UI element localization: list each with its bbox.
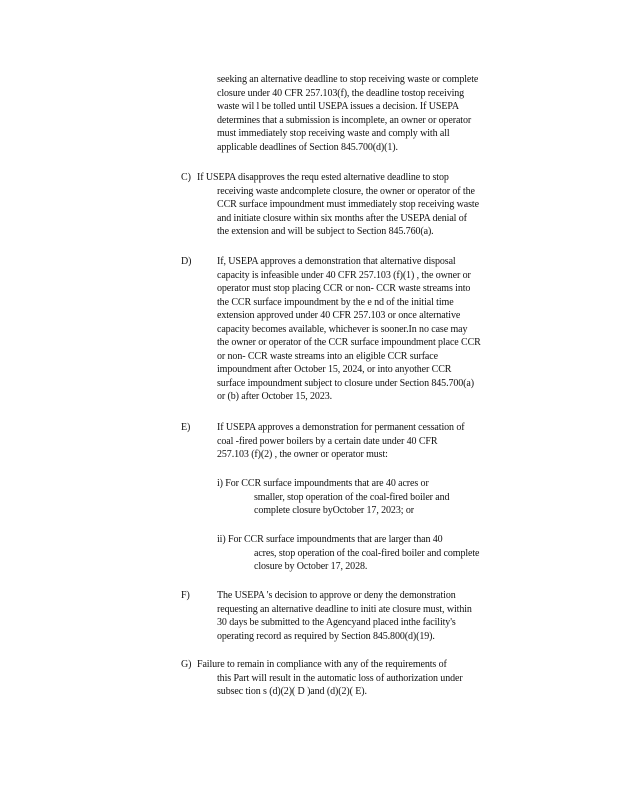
text-line: receiving waste andcomplete closure, the owner or operator of the xyxy=(217,185,475,197)
subitem-ii xyxy=(217,533,443,547)
section-label: C) xyxy=(181,172,191,183)
text-line: operating record as required by Section 845.800(d)(19). xyxy=(217,630,435,642)
text-line: closure under 40 CFR 257.103(f), the deadline tostop receiving xyxy=(217,87,465,99)
text-line: closure by October 17, 2028. xyxy=(254,561,368,572)
section-f-label xyxy=(181,589,190,603)
subitem-i-cont xyxy=(254,491,449,518)
section-label: E) xyxy=(181,422,191,433)
text-line: requesting an alternative deadline to initi ate closure must, within xyxy=(217,603,472,615)
text-line: the extension and will be subject to Section 845.760(a). xyxy=(217,226,434,237)
subitem-ii-cont xyxy=(254,547,479,574)
text-line: complete closure byOctober 17, 2023; or xyxy=(254,505,414,516)
section-d-label xyxy=(181,255,191,269)
text-line: the CCR surface impoundment by the e nd of the initial time xyxy=(217,296,454,308)
text-line: 257.103 (f)(2) , the owner or operator must: xyxy=(217,449,388,460)
text-line: smaller, stop operation of the coal-fired boiler and xyxy=(254,491,450,503)
section-c-text xyxy=(197,171,449,185)
text-line: operator must stop placing CCR or non- CCR waste streams into xyxy=(217,283,471,294)
text-line: If, USEPA approves a demonstration that alternative disposal xyxy=(217,256,456,267)
text-line: waste wil l be tolled until USEPA issues a decision. If USEPA xyxy=(217,101,460,112)
text-line: or non- CCR waste streams into an eligible CCR surface xyxy=(217,350,438,362)
section-c-text-cont xyxy=(217,185,479,239)
section-g-text xyxy=(197,658,447,672)
section-g-text-cont xyxy=(217,672,463,699)
text-line: extension approved under 40 CFR 257.103 or once alternative xyxy=(217,310,461,321)
text-line: ii) For CCR surface impoundments that are larger than 40 xyxy=(217,534,443,545)
section-f-text xyxy=(217,589,472,643)
text-line: applicable deadlines of Section 845.700(d)(1). xyxy=(217,141,398,153)
section-label: G) xyxy=(181,659,192,670)
text-line: determines that a submission is incomplete, an owner or operator xyxy=(217,114,472,126)
text-line: capacity is infeasible under 40 CFR 257.103 (f)(1) , the owner or xyxy=(217,269,471,281)
text-line: coal -fired power boilers by a certain date under 40 CFR xyxy=(217,435,438,447)
text-line: If USEPA disapproves the requ ested alternative deadline to stop xyxy=(197,172,449,183)
text-line: seeking an alternative deadline to stop receiving waste or complete xyxy=(217,74,479,85)
text-line: impoundment after October 15, 2024, or into anyother CCR xyxy=(217,364,452,375)
text-line: acres, stop operation of the coal-fired boiler and complete xyxy=(254,547,480,559)
subitem-i xyxy=(217,477,429,491)
text-line: capacity becomes available, whichever is sooner.In no case may xyxy=(217,323,468,335)
text-line: If USEPA approves a demonstration for permanent cessation of xyxy=(217,422,465,433)
intro-paragraph xyxy=(217,73,478,154)
section-g-label xyxy=(181,658,191,672)
text-line: surface impoundment subject to closure under Section 845.700(a) xyxy=(217,377,474,389)
section-c xyxy=(181,171,191,185)
section-label: F) xyxy=(181,590,190,601)
section-e-text xyxy=(217,421,464,462)
text-line: subsec tion s (d)(2)( D )and (d)(2)( E). xyxy=(217,686,367,697)
text-line: or (b) after October 15, 2023. xyxy=(217,391,333,402)
text-line: this Part will result in the automatic loss of authorization under xyxy=(217,672,463,684)
text-line: Failure to remain in compliance with any of the requirements of xyxy=(197,659,447,670)
text-line: and initiate closure within six months after the USEPA denial of xyxy=(217,212,467,224)
text-line: 30 days be submitted to the Agencyand placed inthe facility's xyxy=(217,617,456,628)
text-line: The USEPA 's decision to approve or deny the demonstration xyxy=(217,590,456,601)
text-line: the owner or operator of the CCR surface impoundment place CCR xyxy=(217,337,481,348)
section-e-label xyxy=(181,421,190,435)
text-line: must immediately stop receiving waste and comply with all xyxy=(217,128,450,139)
text-line: CCR surface impoundment must immediately stop receiving waste xyxy=(217,199,479,210)
section-d-text xyxy=(217,255,481,404)
text-line: i) For CCR surface impoundments that are 40 acres or xyxy=(217,478,429,489)
section-label: D) xyxy=(181,256,192,267)
